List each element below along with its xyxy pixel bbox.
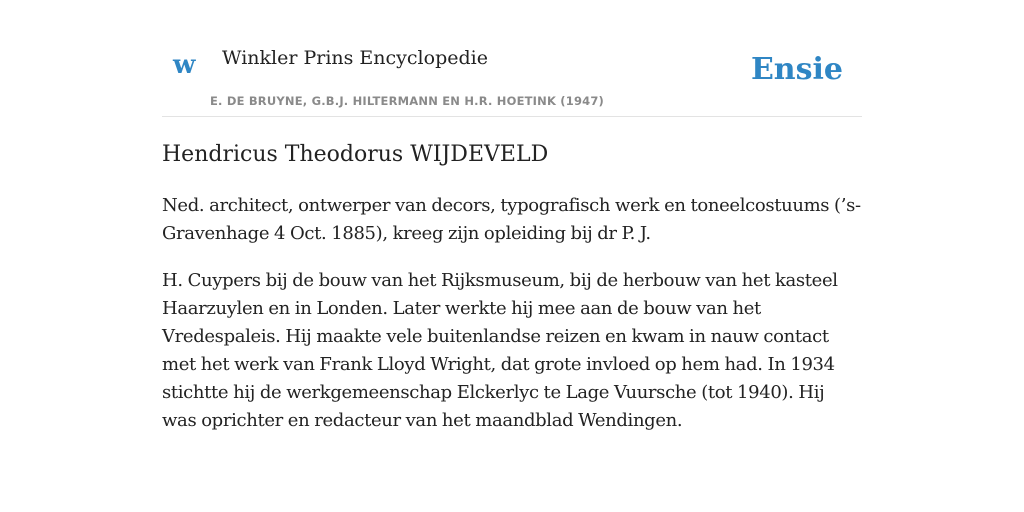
article — [162, 138, 862, 435]
ensie-logo[interactable]: Ensie — [750, 52, 843, 87]
winkler-prins-logo[interactable]: w — [173, 50, 196, 80]
article-title: Hendricus Theodorus WIJDEVELD — [162, 142, 549, 167]
article-paragraph: Ned. architect, ontwerper van decors, typografisch werk en toneelcostuums (’s-Gravenhage 4 Oct. 1885), kreeg zijn opleiding bij dr P. J. — [162, 195, 861, 244]
book-header — [162, 0, 862, 117]
book-authors: E. DE BRUYNE, G.B.J. HILTERMANN EN H.R. HOETINK (1947) — [210, 94, 605, 108]
book-title[interactable]: Winkler Prins Encyclopedie — [222, 47, 488, 69]
article-paragraph: H. Cuypers bij de bouw van het Rijksmuseum, bij de herbouw van het kasteel Haarzuylen en in Londen. Later werkte hij mee aan de bouw van het Vredespaleis. Hij maakte vele buitenlandse reizen en kwam in nauw contact met het werk van Frank Lloyd Wright, dat grote invloed op hem had. In 1934 stichtte hij de werkgemeenschap Elckerlyc te Lage Vuursche (tot 1940). Hij was oprichter en redacteur van het maandblad Wendingen. — [162, 270, 838, 431]
